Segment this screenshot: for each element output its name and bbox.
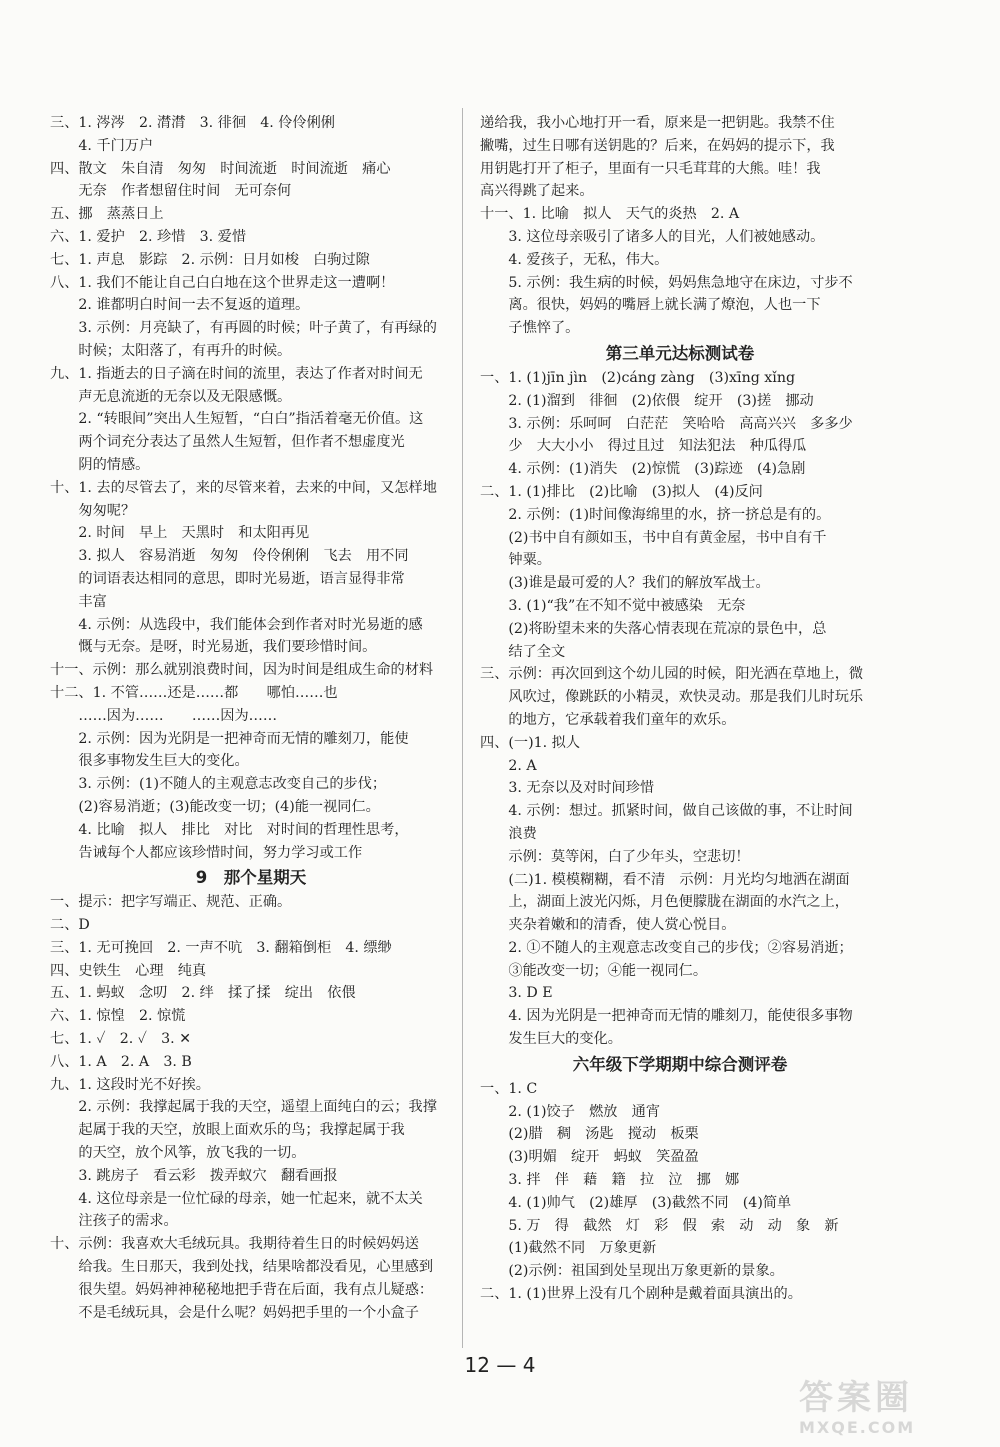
section-heading: 第三单元达标测试卷 bbox=[605, 343, 755, 363]
answer-line: (2)示例：祖国到处呈现出万象更新的景象。 bbox=[480, 1263, 784, 1280]
answer-line: 示例：莫等闲，白了少年头，空悲切！ bbox=[480, 848, 750, 865]
answer-line: 3. 示例：月亮缺了，有再圆的时候；叶子黄了，有再绿的 bbox=[50, 320, 437, 337]
answer-line: 2. ①不随人的主观意志改变自己的步伐；②容易消逝； bbox=[480, 939, 853, 956]
answer-line: 4. 比喻 拟人 排比 对比 对时间的哲理性思考， bbox=[50, 821, 409, 838]
answer-line: 结了全文 bbox=[480, 643, 566, 660]
answer-line: 2. A bbox=[480, 757, 537, 774]
answer-line: 四、散文 朱自清 匆匆 时间流逝 时间流逝 痛心 bbox=[50, 160, 391, 177]
answer-line: 三、1. 涔涔 2. 潸潸 3. 徘徊 4. 伶伶俐俐 bbox=[50, 115, 335, 131]
answer-line: 六、1. 惊惶 2. 惊慌 bbox=[50, 1008, 186, 1025]
answer-line: 3. 拌 伴 藉 籍 拉 泣 挪 娜 bbox=[480, 1172, 740, 1189]
answer-line: 4. 示例：从选段中，我们能体会到作者对时光易逝的感 bbox=[50, 616, 423, 633]
answer-line: 4. 千门万户 bbox=[50, 137, 154, 154]
answer-line: 八、1. 我们不能让自己白白地在这个世界走这一遭啊！ bbox=[50, 274, 395, 291]
watermark-logo bbox=[799, 1378, 964, 1442]
answer-line: 的天空，放个风筝，放飞我的一切。 bbox=[50, 1145, 306, 1162]
answer-line: 4. 示例：(1)消失 (2)惊慌 (3)踪迹 (4)急剧 bbox=[480, 461, 806, 478]
answer-line: 告诫每个人都应该珍惜时间，努力学习或工作 bbox=[50, 844, 363, 861]
answer-line: 一、提示：把字写端正、规范、正确。 bbox=[50, 894, 292, 911]
answer-line: 八、1. A 2. A 3. B bbox=[50, 1053, 192, 1070]
answer-line: 上，湖面上波光闪烁，月色便朦胧在湖面的水汽之上， bbox=[480, 894, 849, 911]
answer-line: 发生巨大的变化。 bbox=[480, 1031, 622, 1048]
answer-line: 3. D E bbox=[480, 985, 553, 1002]
answer-line: 九、1. 这段时光不好挨。 bbox=[50, 1076, 210, 1093]
answer-line: 的地方，它承载着我们童年的欢乐。 bbox=[480, 711, 736, 728]
answer-line: (3)谁是最可爱的人？我们的解放军战士。 bbox=[480, 575, 770, 592]
answer-line: ③能改变一切；④能一视同仁。 bbox=[480, 962, 708, 979]
section-heading: 六年级下学期期中综合测评卷 bbox=[572, 1054, 788, 1074]
answer-line: 5. 示例：我生病的时候，妈妈焦急地守在床边，寸步不 bbox=[480, 274, 853, 291]
answer-line: ……因为…… ……因为…… bbox=[50, 707, 278, 724]
answer-line: 高兴得跳了起来。 bbox=[480, 183, 594, 200]
answer-line: 二、1. (1)世界上没有几个剧种是戴着面具演出的。 bbox=[480, 1286, 802, 1303]
answer-line: 五、1. 蚂蚁 念叨 2. 绊 揉了揉 绽出 依偎 bbox=[50, 985, 356, 1002]
answer-line: 匆匆呢？ bbox=[50, 502, 136, 519]
answer-line: (1)截然不同 万象更新 bbox=[480, 1240, 657, 1257]
answer-line: 注孩子的需求。 bbox=[50, 1213, 178, 1230]
watermark-url: MXQE.COM bbox=[799, 1418, 916, 1437]
answer-line: 离。很快，妈妈的嘴唇上就长满了燎泡，人也一下 bbox=[480, 297, 821, 314]
answer-line: 钟粟。 bbox=[480, 552, 551, 569]
answer-line: 少 大大小小 得过且过 知法犯法 种瓜得瓜 bbox=[480, 438, 807, 455]
answer-line: 2. (1)溜到 徘徊 (2)依偎 绽开 (3)搓 挪动 bbox=[480, 392, 814, 409]
answer-line: 一、1. C bbox=[480, 1080, 538, 1097]
answer-line: (2)将盼望未来的失落心情表现在荒凉的景色中，总 bbox=[480, 620, 827, 637]
answer-line: 很失望。妈妈神神秘秘地把手背在后面，我有点儿疑惑： bbox=[50, 1281, 434, 1298]
answer-line: 2. 示例：我撑起属于我的天空，遥望上面纯白的云；我撑 bbox=[50, 1099, 437, 1116]
answer-line: 七、1. ✓ 2. ✓ 3. ✕ bbox=[50, 1031, 192, 1048]
answer-line: 不是毛绒玩具，会是什么呢？妈妈把手里的一个小盒子 bbox=[50, 1304, 419, 1321]
answer-line: 递给我，我小心地打开一看，原来是一把钥匙。我禁不住 bbox=[480, 115, 835, 131]
answer-line: 五、挪 蒸蒸日上 bbox=[50, 206, 164, 223]
answer-line: 2. “转眼间”突出人生短暂，“白白”指活着毫无价值。这 bbox=[50, 411, 424, 428]
answer-line: (2)书中自有颜如玉，书中自有黄金屋，书中自有千 bbox=[480, 529, 827, 546]
answer-line: 二、1. (1)排比 (2)比喻 (3)拟人 (4)反问 bbox=[480, 483, 763, 500]
answer-line: 三、示例：再次回到这个幼儿园的时候，阳光洒在草地上，微 bbox=[480, 666, 864, 683]
answer-line: 七、1. 声息 影踪 2. 示例：日月如梭 白驹过隙 bbox=[50, 251, 370, 268]
answer-line: (2)容易消逝；(3)能改变一切；(4)能一视同仁。 bbox=[50, 798, 380, 815]
answer-line: 十、示例：我喜欢大毛绒玩具。我期待着生日的时候妈妈送 bbox=[50, 1236, 419, 1253]
column-divider bbox=[462, 108, 463, 1348]
answer-line: 六、1. 爱护 2. 珍惜 3. 爱惜 bbox=[50, 228, 247, 245]
answer-line: 4. 这位母亲是一位忙碌的母亲，她一忙起来，就不太关 bbox=[50, 1190, 423, 1207]
answer-line: 四、史铁生 心理 纯真 bbox=[50, 962, 207, 979]
watermark-logo-text: 答案圈 bbox=[799, 1378, 913, 1418]
answer-line: 4. 爱孩子，无私，伟大。 bbox=[480, 251, 669, 268]
answer-line: 两个词充分表达了虽然人生短暂，但作者不想虚度光 bbox=[50, 434, 405, 451]
answer-line: 5. 万 得 截然 灯 彩 假 索 动 动 象 新 bbox=[480, 1217, 839, 1234]
answer-line: 4. 示例：想过。抓紧时间，做自己该做的事，不让时间 bbox=[480, 803, 853, 820]
answer-line: 3. 示例：乐呵呵 白茫茫 笑哈哈 高高兴兴 多多少 bbox=[480, 415, 853, 432]
answer-line: 4. (1)帅气 (2)雄厚 (3)截然不同 (4)简单 bbox=[480, 1194, 792, 1211]
answer-line: 风吹过，像跳跃的小精灵，欢快灵动。那是我们儿时玩乐 bbox=[480, 689, 864, 706]
answer-line: (二)1. 模模糊糊，看不清 示例：月光均匀地洒在湖面 bbox=[480, 871, 850, 888]
answer-line: 3. 示例：(1)不随人的主观意志改变自己的步伐； bbox=[50, 776, 387, 793]
answer-line: (3)明媚 绽开 蚂蚁 笑盈盈 bbox=[480, 1149, 699, 1166]
answer-line: 3. 拟人 容易消逝 匆匆 伶伶俐俐 飞去 用不同 bbox=[50, 548, 409, 565]
answer-line: 四、(一)1. 拟人 bbox=[480, 734, 581, 751]
answer-line: 3. 跳房子 看云彩 拨弄蚁穴 翻看画报 bbox=[50, 1167, 338, 1184]
answer-line: 时候；太阳落了，有再升的时候。 bbox=[50, 342, 292, 359]
answer-line: 一、1. (1)jīn jìn (2)cáng zàng (3)xīng xǐng bbox=[480, 369, 796, 386]
answer-line: 阴的情感。 bbox=[50, 456, 150, 473]
answer-line: 丰富 bbox=[50, 593, 107, 610]
answer-line: 用钥匙打开了柜子，里面有一只毛茸茸的大熊。哇！我 bbox=[480, 160, 821, 177]
answer-line: 撇嘴，过生日哪有送钥匙的？后来，在妈妈的提示下，我 bbox=[480, 137, 835, 154]
answer-line: 无奈 作者想留住时间 无可奈何 bbox=[50, 183, 292, 200]
answer-line: 2. 谁都明白时间一去不复返的道理。 bbox=[50, 297, 310, 314]
answer-line: 3. 无奈以及对时间珍惜 bbox=[480, 780, 655, 797]
answer-line: (2)腊 稠 汤匙 搅动 板栗 bbox=[480, 1126, 699, 1143]
answer-line: 浪费 bbox=[480, 825, 537, 842]
answer-line: 2. 时间 早上 天黑时 和太阳再见 bbox=[50, 525, 310, 542]
answer-line: 子憔悴了。 bbox=[480, 320, 580, 337]
answer-line: 2. (1)饺子 燃放 通宵 bbox=[480, 1103, 661, 1120]
answer-line: 起属于我的天空，放眼上面欢乐的鸟；我撑起属于我 bbox=[50, 1122, 405, 1139]
answer-line: 慨与无奈。是呀，时光易逝，我们要珍惜时间。 bbox=[50, 639, 377, 656]
answer-line: 十一、示例：那么就别浪费时间，因为时间是组成生命的材料 bbox=[50, 662, 434, 679]
answer-line: 3. (1)“我”在不知不觉中被感染 无奈 bbox=[480, 597, 746, 614]
answer-line: 夹杂着嫩和的清香，使人赏心悦目。 bbox=[480, 917, 736, 934]
answer-line: 4. 因为光阴是一把神奇而无情的雕刻刀，能使很多事物 bbox=[480, 1008, 853, 1025]
page-number: 12 — 4 bbox=[464, 1353, 536, 1377]
answer-line: 的词语表达相同的意思，即时光易逝，语言显得非常 bbox=[50, 570, 405, 587]
answer-line: 2. 示例：因为光阴是一把神奇而无情的雕刻刀，能使 bbox=[50, 730, 409, 747]
right-column bbox=[480, 112, 880, 1306]
left-column bbox=[50, 112, 452, 1324]
answer-line: 声无息流逝的无奈以及无限感慨。 bbox=[50, 388, 292, 405]
answer-line: 十、1. 去的尽管去了，来的尽管来着，去来的中间，又怎样地 bbox=[50, 479, 437, 496]
answer-line: 给我。生日那天，我到处找，结果啥都没看见，心里感到 bbox=[50, 1259, 434, 1276]
answer-line: 3. 这位母亲吸引了诸多人的目光，人们被她感动。 bbox=[480, 228, 825, 245]
answer-line: 很多事物发生巨大的变化。 bbox=[50, 753, 249, 770]
answer-line: 三、1. 无可挽回 2. 一声不吭 3. 翻箱倒柜 4. 缥缈 bbox=[50, 939, 392, 956]
answer-line: 九、1. 指逝去的日子滴在时间的流里，表达了作者对时间无 bbox=[50, 365, 423, 382]
answer-line: 十一、1. 比喻 拟人 天气的炎热 2. A bbox=[480, 206, 740, 223]
answer-line: 2. 示例：(1)时间像海绵里的水，挤一挤总是有的。 bbox=[480, 506, 831, 523]
answer-line: 十二、1. 不管……还是……都 哪怕……也 bbox=[50, 684, 338, 701]
section-heading: 9 那个星期天 bbox=[195, 868, 307, 888]
answer-line: 二、D bbox=[50, 917, 90, 934]
